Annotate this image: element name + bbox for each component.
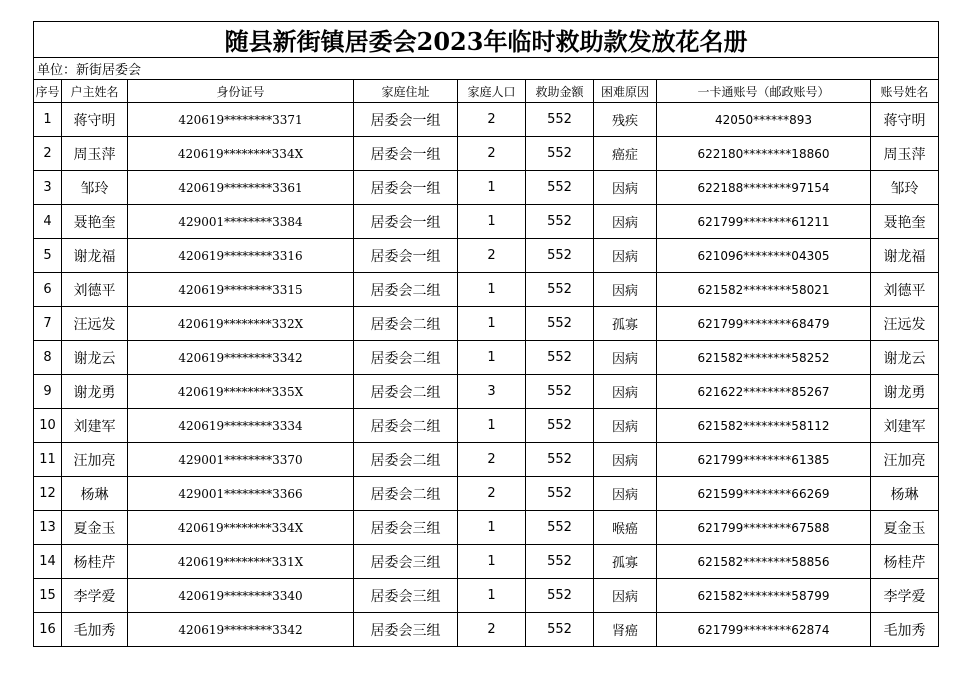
- cell-seq: 3: [34, 171, 62, 205]
- cell-amount: 552: [526, 545, 594, 579]
- cell-address: 居委会二组: [354, 341, 458, 375]
- cell-amount: 552: [526, 103, 594, 137]
- table-row: [34, 613, 939, 647]
- table-row: [34, 443, 939, 477]
- cell-householder-name: 汪远发: [62, 307, 128, 341]
- cell-amount: 552: [526, 511, 594, 545]
- cell-household-size: 1: [458, 273, 526, 307]
- cell-account: 621799********68479: [657, 307, 871, 341]
- cell-account: 621799********62874: [657, 613, 871, 647]
- cell-id-number: 420619********3342: [128, 613, 354, 647]
- cell-household-size: 1: [458, 409, 526, 443]
- cell-householder-name: 汪加亮: [62, 443, 128, 477]
- cell-address: 居委会一组: [354, 103, 458, 137]
- cell-id-number: 420619********3340: [128, 579, 354, 613]
- cell-id-number: 420619********3342: [128, 341, 354, 375]
- cell-amount: 552: [526, 375, 594, 409]
- cell-id-number: 429001********3366: [128, 477, 354, 511]
- cell-account-holder: 杨桂芹: [871, 545, 939, 579]
- table-row: [34, 273, 939, 307]
- table-row: [34, 103, 939, 137]
- header-account: 一卡通账号（邮政账号）: [657, 80, 871, 103]
- sheet-title: 随县新街镇居委会2023年临时救助款发放花名册: [34, 22, 939, 58]
- cell-reason: 肾癌: [594, 613, 657, 647]
- cell-account-holder: 杨琳: [871, 477, 939, 511]
- cell-account: 621799********67588: [657, 511, 871, 545]
- cell-address: 居委会三组: [354, 511, 458, 545]
- cell-address: 居委会一组: [354, 137, 458, 171]
- header-name: 户主姓名: [62, 80, 128, 103]
- cell-seq: 1: [34, 103, 62, 137]
- cell-householder-name: 刘德平: [62, 273, 128, 307]
- cell-account: 621096********04305: [657, 239, 871, 273]
- cell-reason: 因病: [594, 443, 657, 477]
- cell-household-size: 1: [458, 579, 526, 613]
- cell-seq: 2: [34, 137, 62, 171]
- cell-address: 居委会一组: [354, 239, 458, 273]
- cell-id-number: 420619********3371: [128, 103, 354, 137]
- cell-amount: 552: [526, 137, 594, 171]
- cell-householder-name: 刘建军: [62, 409, 128, 443]
- cell-household-size: 1: [458, 545, 526, 579]
- cell-amount: 552: [526, 273, 594, 307]
- cell-seq: 5: [34, 239, 62, 273]
- cell-account: 621582********58021: [657, 273, 871, 307]
- cell-account-holder: 刘德平: [871, 273, 939, 307]
- cell-seq: 7: [34, 307, 62, 341]
- cell-id-number: 429001********3370: [128, 443, 354, 477]
- cell-address: 居委会一组: [354, 171, 458, 205]
- cell-id-number: 420619********335X: [128, 375, 354, 409]
- cell-seq: 12: [34, 477, 62, 511]
- cell-household-size: 2: [458, 477, 526, 511]
- cell-account-holder: 李学爱: [871, 579, 939, 613]
- cell-householder-name: 谢龙云: [62, 341, 128, 375]
- cell-account-holder: 夏金玉: [871, 511, 939, 545]
- cell-address: 居委会三组: [354, 613, 458, 647]
- cell-address: 居委会二组: [354, 375, 458, 409]
- cell-amount: 552: [526, 239, 594, 273]
- cell-reason: 因病: [594, 375, 657, 409]
- cell-account: 621582********58252: [657, 341, 871, 375]
- cell-address: 居委会二组: [354, 477, 458, 511]
- table-row: [34, 205, 939, 239]
- cell-reason: 孤寡: [594, 545, 657, 579]
- cell-reason: 因病: [594, 579, 657, 613]
- cell-seq: 14: [34, 545, 62, 579]
- cell-seq: 8: [34, 341, 62, 375]
- table-row: [34, 409, 939, 443]
- cell-account-holder: 聂艳奎: [871, 205, 939, 239]
- cell-householder-name: 李学爱: [62, 579, 128, 613]
- cell-account-holder: 周玉萍: [871, 137, 939, 171]
- cell-householder-name: 毛加秀: [62, 613, 128, 647]
- cell-amount: 552: [526, 613, 594, 647]
- cell-householder-name: 邹玲: [62, 171, 128, 205]
- header-id: 身份证号: [128, 80, 354, 103]
- cell-id-number: 420619********334X: [128, 511, 354, 545]
- cell-household-size: 1: [458, 341, 526, 375]
- cell-amount: 552: [526, 205, 594, 239]
- table-row: [34, 239, 939, 273]
- cell-id-number: 420619********331X: [128, 545, 354, 579]
- header-seq: 序号: [34, 80, 62, 103]
- cell-reason: 因病: [594, 409, 657, 443]
- cell-reason: 因病: [594, 477, 657, 511]
- cell-account: 621582********58856: [657, 545, 871, 579]
- cell-amount: 552: [526, 341, 594, 375]
- cell-household-size: 2: [458, 613, 526, 647]
- cell-account-holder: 谢龙福: [871, 239, 939, 273]
- cell-account-holder: 刘建军: [871, 409, 939, 443]
- cell-account: 622188********97154: [657, 171, 871, 205]
- cell-reason: 孤寡: [594, 307, 657, 341]
- cell-amount: 552: [526, 579, 594, 613]
- cell-id-number: 420619********3334: [128, 409, 354, 443]
- cell-id-number: 420619********3361: [128, 171, 354, 205]
- cell-seq: 13: [34, 511, 62, 545]
- cell-account-holder: 汪加亮: [871, 443, 939, 477]
- cell-account-holder: 邹玲: [871, 171, 939, 205]
- cell-account: 621799********61211: [657, 205, 871, 239]
- table-row: [34, 545, 939, 579]
- cell-reason: 因病: [594, 341, 657, 375]
- cell-householder-name: 谢龙福: [62, 239, 128, 273]
- roster-table: [33, 21, 939, 647]
- cell-seq: 9: [34, 375, 62, 409]
- cell-account-holder: 谢龙云: [871, 341, 939, 375]
- cell-account: 621599********66269: [657, 477, 871, 511]
- header-household-size: 家庭人口: [458, 80, 526, 103]
- table-row: [34, 137, 939, 171]
- table-row: [34, 477, 939, 511]
- cell-reason: 因病: [594, 205, 657, 239]
- cell-householder-name: 聂艳奎: [62, 205, 128, 239]
- table-row: [34, 511, 939, 545]
- cell-account: 621622********85267: [657, 375, 871, 409]
- table-row: [34, 171, 939, 205]
- cell-amount: 552: [526, 307, 594, 341]
- cell-household-size: 2: [458, 103, 526, 137]
- cell-account: 621799********61385: [657, 443, 871, 477]
- cell-seq: 4: [34, 205, 62, 239]
- header-account-holder: 账号姓名: [871, 80, 939, 103]
- cell-household-size: 2: [458, 137, 526, 171]
- cell-id-number: 420619********3315: [128, 273, 354, 307]
- cell-amount: 552: [526, 477, 594, 511]
- cell-reason: 因病: [594, 239, 657, 273]
- cell-household-size: 1: [458, 171, 526, 205]
- cell-amount: 552: [526, 409, 594, 443]
- table-row: [34, 375, 939, 409]
- cell-householder-name: 谢龙勇: [62, 375, 128, 409]
- cell-household-size: 1: [458, 307, 526, 341]
- header-row: [34, 80, 939, 103]
- cell-account: 621582********58112: [657, 409, 871, 443]
- cell-amount: 552: [526, 443, 594, 477]
- cell-reason: 因病: [594, 171, 657, 205]
- cell-id-number: 420619********3316: [128, 239, 354, 273]
- cell-seq: 11: [34, 443, 62, 477]
- cell-address: 居委会二组: [354, 273, 458, 307]
- cell-householder-name: 夏金玉: [62, 511, 128, 545]
- cell-account: 42050******893: [657, 103, 871, 137]
- cell-seq: 6: [34, 273, 62, 307]
- cell-id-number: 429001********3384: [128, 205, 354, 239]
- header-address: 家庭住址: [354, 80, 458, 103]
- cell-householder-name: 杨琳: [62, 477, 128, 511]
- cell-account: 622180********18860: [657, 137, 871, 171]
- cell-seq: 10: [34, 409, 62, 443]
- cell-address: 居委会一组: [354, 205, 458, 239]
- cell-account-holder: 谢龙勇: [871, 375, 939, 409]
- cell-seq: 16: [34, 613, 62, 647]
- unit-label: 单位：新街居委会: [34, 58, 939, 80]
- cell-address: 居委会二组: [354, 307, 458, 341]
- cell-amount: 552: [526, 171, 594, 205]
- cell-household-size: 2: [458, 443, 526, 477]
- cell-id-number: 420619********332X: [128, 307, 354, 341]
- cell-address: 居委会二组: [354, 409, 458, 443]
- cell-account-holder: 蒋守明: [871, 103, 939, 137]
- cell-reason: 因病: [594, 273, 657, 307]
- cell-account-holder: 毛加秀: [871, 613, 939, 647]
- cell-account: 621582********58799: [657, 579, 871, 613]
- cell-household-size: 2: [458, 239, 526, 273]
- cell-id-number: 420619********334X: [128, 137, 354, 171]
- cell-address: 居委会二组: [354, 443, 458, 477]
- cell-reason: 癌症: [594, 137, 657, 171]
- cell-householder-name: 杨桂芹: [62, 545, 128, 579]
- table-row: [34, 579, 939, 613]
- cell-householder-name: 蒋守明: [62, 103, 128, 137]
- cell-address: 居委会三组: [354, 545, 458, 579]
- header-reason: 困难原因: [594, 80, 657, 103]
- cell-address: 居委会三组: [354, 579, 458, 613]
- cell-reason: 残疾: [594, 103, 657, 137]
- cell-household-size: 3: [458, 375, 526, 409]
- cell-household-size: 1: [458, 511, 526, 545]
- cell-account-holder: 汪远发: [871, 307, 939, 341]
- cell-reason: 喉癌: [594, 511, 657, 545]
- cell-householder-name: 周玉萍: [62, 137, 128, 171]
- header-amount: 救助金额: [526, 80, 594, 103]
- cell-seq: 15: [34, 579, 62, 613]
- table-row: [34, 307, 939, 341]
- table-row: [34, 341, 939, 375]
- cell-household-size: 1: [458, 205, 526, 239]
